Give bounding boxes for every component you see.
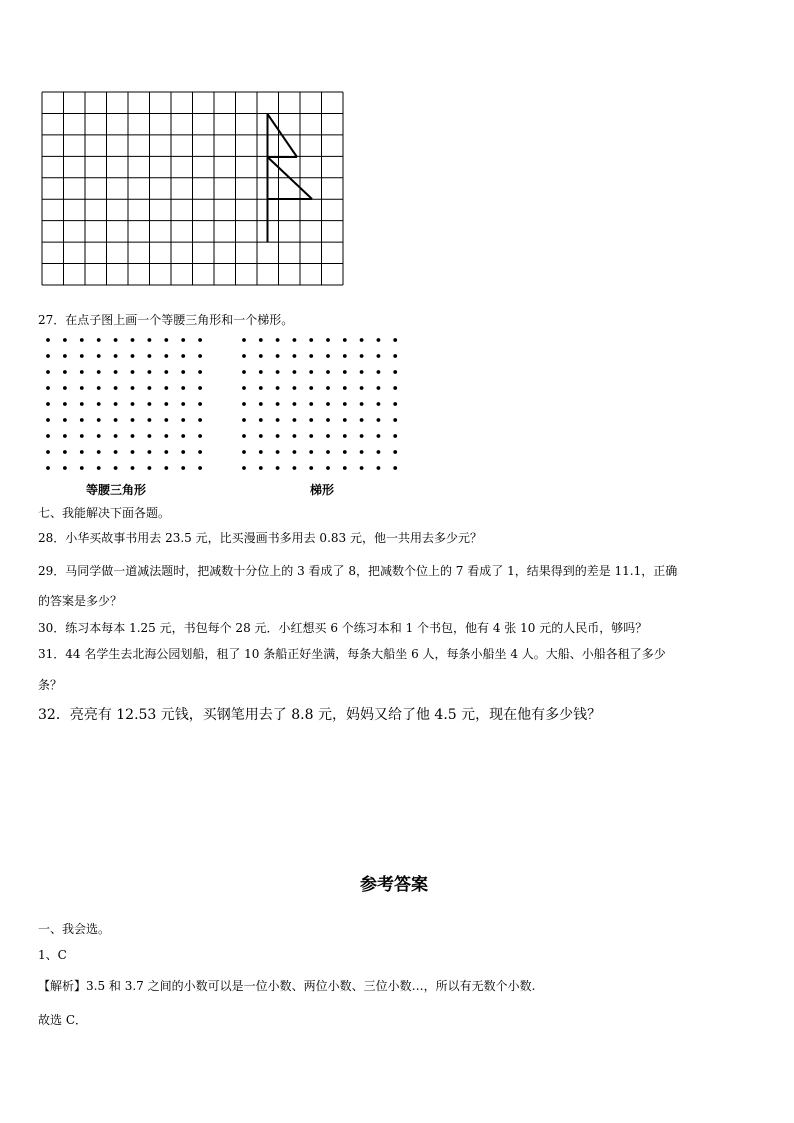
grid-dot (131, 354, 135, 358)
grid-dot (276, 354, 280, 358)
grid-dot (276, 450, 280, 454)
grid-dot (276, 466, 280, 470)
grid-dot (293, 450, 297, 454)
grid-dot (343, 370, 347, 374)
grid-dot (80, 418, 84, 422)
question-28: 28．小华买故事书用去 23.5 元，比买漫画书多用去 0.83 元，他一共用去多少元？ (38, 531, 482, 545)
grid-dot (131, 402, 135, 406)
grid-dot (198, 466, 202, 470)
grid-dot (181, 354, 185, 358)
grid-dot (259, 370, 263, 374)
grid-dot (393, 450, 397, 454)
grid-dot (309, 434, 313, 438)
answers-section-heading: 一、我会选。 (38, 922, 111, 936)
grid-dot (63, 466, 67, 470)
grid-dot (148, 386, 152, 390)
grid-dot (360, 418, 364, 422)
grid-dot (360, 386, 364, 390)
grid-dot (63, 370, 67, 374)
grid-dot (164, 354, 168, 358)
grid-dot (276, 370, 280, 374)
grid-dot (276, 402, 280, 406)
grid-dot (46, 466, 50, 470)
grid-dot (309, 450, 313, 454)
grid-dot (148, 466, 152, 470)
grid-dot (377, 370, 381, 374)
grid-dot (114, 354, 118, 358)
grid-dot (131, 450, 135, 454)
dot-grid-label-trapezoid: 梯形 (310, 483, 335, 497)
grid-dot (360, 338, 364, 342)
question-29-line-2: 的答案是多少？ (38, 594, 123, 608)
grid-dot (343, 418, 347, 422)
grid-dot (343, 338, 347, 342)
grid-dot (46, 370, 50, 374)
grid-dot (360, 402, 364, 406)
grid-dot (148, 338, 152, 342)
grid-dot (63, 386, 67, 390)
grid-dot (114, 434, 118, 438)
grid-dot (343, 466, 347, 470)
grid-dot (97, 434, 101, 438)
answer-item-1: 1、C (38, 948, 67, 962)
grid-dot (393, 466, 397, 470)
grid-dot (276, 386, 280, 390)
grid-dot (293, 418, 297, 422)
grid-dot (393, 402, 397, 406)
grid-dot (97, 370, 101, 374)
grid-dot (326, 402, 330, 406)
grid-dot (242, 386, 246, 390)
grid-dot (131, 386, 135, 390)
grid-dot (63, 418, 67, 422)
grid-dot (326, 370, 330, 374)
grid-dot (181, 402, 185, 406)
grid-dot (259, 338, 263, 342)
grid-dot (80, 354, 84, 358)
grid-dot (164, 386, 168, 390)
grid-dot (293, 370, 297, 374)
question-29-line-1: 29．马同学做一道减法题时，把减数十分位上的 3 看成了 8，把减数个位上的 7 看成了 1，结果得到的差是 11.1，正确 (38, 564, 678, 578)
grid-dot (360, 370, 364, 374)
grid-dot (46, 386, 50, 390)
grid-dot (326, 418, 330, 422)
grid-dot (198, 418, 202, 422)
grid-dot (293, 434, 297, 438)
grid-dot (181, 434, 185, 438)
grid-dot (80, 338, 84, 342)
grid-dot (259, 466, 263, 470)
grid-dot (198, 354, 202, 358)
grid-dot (259, 418, 263, 422)
grid-dot (393, 386, 397, 390)
grid-dot (63, 402, 67, 406)
grid-dot (164, 402, 168, 406)
grid-dot (326, 354, 330, 358)
grid-dot (259, 354, 263, 358)
grid-dot (343, 386, 347, 390)
grid-dot (326, 450, 330, 454)
grid-dot (377, 418, 381, 422)
grid-dot (148, 418, 152, 422)
grid-dot (148, 402, 152, 406)
grid-dot (198, 450, 202, 454)
grid-dot (309, 370, 313, 374)
grid-dot (326, 338, 330, 342)
grid-dot (293, 402, 297, 406)
grid-dot (131, 418, 135, 422)
grid-dot (360, 450, 364, 454)
grid-dot (131, 370, 135, 374)
grid-dot (276, 338, 280, 342)
grid-dot (293, 386, 297, 390)
grid-dot (181, 450, 185, 454)
grid-dot (97, 402, 101, 406)
grid-dot (97, 466, 101, 470)
grid-dot (131, 338, 135, 342)
grid-dot (259, 434, 263, 438)
grid-dot (360, 434, 364, 438)
grid-dot (114, 450, 118, 454)
grid-dot (46, 434, 50, 438)
grid-dot (164, 370, 168, 374)
grid-dot (164, 466, 168, 470)
grid-dot (114, 418, 118, 422)
question-27-text: 27．在点子图上画一个等腰三角形和一个梯形。 (38, 313, 294, 327)
grid-dot (131, 434, 135, 438)
grid-dot (148, 354, 152, 358)
grid-dot (393, 418, 397, 422)
grid-dot (276, 418, 280, 422)
grid-dot (393, 434, 397, 438)
grid-dot (80, 386, 84, 390)
grid-dot (63, 434, 67, 438)
question-31-line-2: 条？ (38, 678, 63, 692)
grid-dot (309, 338, 313, 342)
grid-dot (198, 370, 202, 374)
grid-dot (114, 466, 118, 470)
grid-dot (181, 338, 185, 342)
grid-dot (46, 418, 50, 422)
question-32: 32．亮亮有 12.53 元钱，买钢笔用去了 8.8 元，妈妈又给了他 4.5 元，现在他有多少钱？ (38, 707, 602, 723)
grid-dot (80, 370, 84, 374)
grid-dot (80, 450, 84, 454)
grid-dot (309, 402, 313, 406)
grid-dot (80, 466, 84, 470)
grid-dot (164, 434, 168, 438)
grid-dot (114, 338, 118, 342)
grid-dot (377, 450, 381, 454)
grid-dot (377, 402, 381, 406)
grid-dot (343, 434, 347, 438)
question-30: 30．练习本每本 1.25 元，书包每个 28 元．小红想买 6 个练习本和 1 个书包，他有 4 张 10 元的人民币，够吗？ (38, 621, 648, 635)
grid-dot (80, 402, 84, 406)
grid-dot (63, 354, 67, 358)
dot-grid-label-triangle: 等腰三角形 (86, 483, 147, 497)
answer-conclusion: 故选 C． (38, 1013, 87, 1027)
grid-dot (393, 354, 397, 358)
dot-grid-trapezoid (242, 338, 397, 470)
grid-dot (148, 370, 152, 374)
grid-dot (309, 418, 313, 422)
grid-dot (242, 370, 246, 374)
grid-dot (198, 338, 202, 342)
grid-dot (326, 434, 330, 438)
grid-dot (293, 354, 297, 358)
grid-dot (377, 466, 381, 470)
grid-dot (97, 354, 101, 358)
grid-dot (114, 386, 118, 390)
grid-dot (97, 386, 101, 390)
grid-dot (242, 450, 246, 454)
grid-dot (46, 354, 50, 358)
grid-dot (377, 386, 381, 390)
grid-dot (181, 370, 185, 374)
grid-dot (114, 402, 118, 406)
grid-dot (259, 402, 263, 406)
grid-dot (63, 450, 67, 454)
grid-dot (377, 354, 381, 358)
grid-dot (46, 402, 50, 406)
grid-dot (293, 338, 297, 342)
answers-title: 参考答案 (360, 875, 428, 895)
grid-dot (242, 466, 246, 470)
dot-grid-isosceles-triangle (46, 338, 202, 470)
grid-dot (148, 450, 152, 454)
grid-dot (393, 338, 397, 342)
section-7-heading: 七、我能解决下面各题。 (38, 506, 171, 520)
grid-dot (63, 338, 67, 342)
grid-dot (181, 386, 185, 390)
grid-dot (309, 354, 313, 358)
grid-dot (393, 370, 397, 374)
grid-dot (198, 434, 202, 438)
grid-dot (343, 450, 347, 454)
grid-dot (343, 354, 347, 358)
grid-dot (377, 434, 381, 438)
grid-dot (164, 338, 168, 342)
grid-dot (242, 354, 246, 358)
grid-dot (326, 386, 330, 390)
grid-dot (377, 338, 381, 342)
grid-dot (97, 450, 101, 454)
grid-dot (259, 386, 263, 390)
grid-dot (259, 450, 263, 454)
answer-analysis: 【解析】3.5 和 3.7 之间的小数可以是一位小数、两位小数、三位小数…，所以有无数个小数. (38, 979, 536, 993)
grid-dot (131, 466, 135, 470)
grid-dot (242, 402, 246, 406)
grid-dot (343, 402, 347, 406)
grid-dot (181, 466, 185, 470)
grid-dot (309, 386, 313, 390)
grid-dot (276, 434, 280, 438)
grid-dot (242, 338, 246, 342)
grid-dot (360, 466, 364, 470)
grid-dot (198, 402, 202, 406)
grid-dot (97, 418, 101, 422)
grid-dot (46, 450, 50, 454)
grid-dot (242, 434, 246, 438)
grid-dot (242, 418, 246, 422)
grid-dot (80, 434, 84, 438)
dot-grids (0, 0, 794, 480)
grid-dot (326, 466, 330, 470)
grid-dot (114, 370, 118, 374)
grid-dot (97, 338, 101, 342)
grid-dot (164, 450, 168, 454)
grid-dot (198, 386, 202, 390)
grid-dot (309, 466, 313, 470)
grid-dot (46, 338, 50, 342)
grid-dot (181, 418, 185, 422)
grid-dot (164, 418, 168, 422)
question-31-line-1: 31．44 名学生去北海公园划船，租了 10 条船正好坐满，每条大船坐 6 人，每条小船坐 4 人。大船、小船各租了多少 (38, 647, 666, 661)
grid-dot (293, 466, 297, 470)
grid-dot (148, 434, 152, 438)
grid-dot (360, 354, 364, 358)
